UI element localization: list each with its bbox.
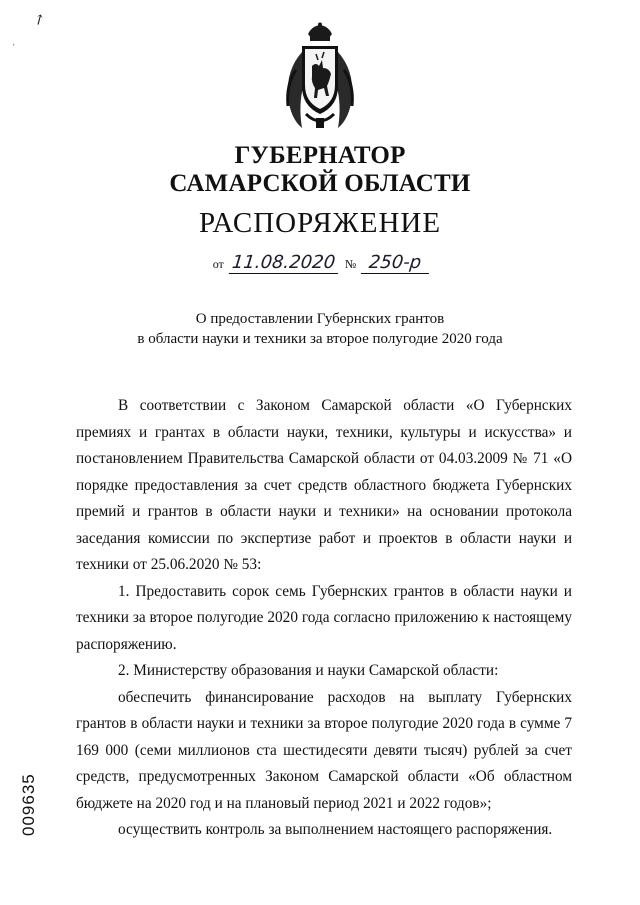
corner-pen-mark: ↗ <box>31 11 49 30</box>
issuer-title: ГУБЕРНАТОР <box>234 142 406 169</box>
registration-line <box>0 252 640 274</box>
document-body <box>76 393 572 844</box>
date-label: от <box>212 257 224 271</box>
clause-2-item-control: осуществить контроль за выполнением настоящего распоряжения. <box>118 821 553 838</box>
subject-line-1: О предоставлении Губернских грантов <box>195 311 445 327</box>
corner-tick-mark: ˌ <box>12 34 16 46</box>
clause-2-paragraph: 2. Министерству образования и науки Самарской области: <box>118 662 499 679</box>
clause-2-item-financing: обеспечить финансирование расходов на выплату Губернских грантов в области науки и техники за второе полугодие 2020 года в сумме 7 169 000 (семи миллионов ста шестидесяти девяти тысяч) рублей за счет средств, предусмотренных Законом Самарской области «Об областном бюджете на 2020 год и на плановый период 2021 и 2022 годов»; <box>76 688 572 812</box>
subject-line-2: в области науки и техники за второе полугодие 2020 года <box>137 331 503 347</box>
samara-coat-of-arms-icon <box>276 22 364 132</box>
registry-number-stamp: 009635 <box>19 773 38 837</box>
clause-1-paragraph: 1. Предоставить сорок семь Губернских грантов в области науки и техники за второе полугодие 2020 года согласно приложению к настоящему распоряжению. <box>76 582 572 653</box>
handwritten-date: 11.08.2020 <box>229 252 340 274</box>
document-type-heading: РАСПОРЯЖЕНИЕ <box>198 207 442 239</box>
issuer-region: САМАРСКОЙ ОБЛАСТИ <box>169 170 471 197</box>
number-label: № <box>344 257 357 271</box>
handwritten-number: 250-р <box>361 252 431 274</box>
preamble-paragraph: В соответствии с Законом Самарской области «О Губернских премиях и грантах в области науки, техники, культуры и искусства» и постановлением Правительства Самарской области от 04.03.2009 № 71 «О порядке предоставления за счет средств областного бюджета Губернских премий и грантов в области науки и техники» на основании протокола заседания комиссии по экспертизе работ и проектов в области науки и техники от 25.06.2020 № 53: <box>76 397 572 573</box>
